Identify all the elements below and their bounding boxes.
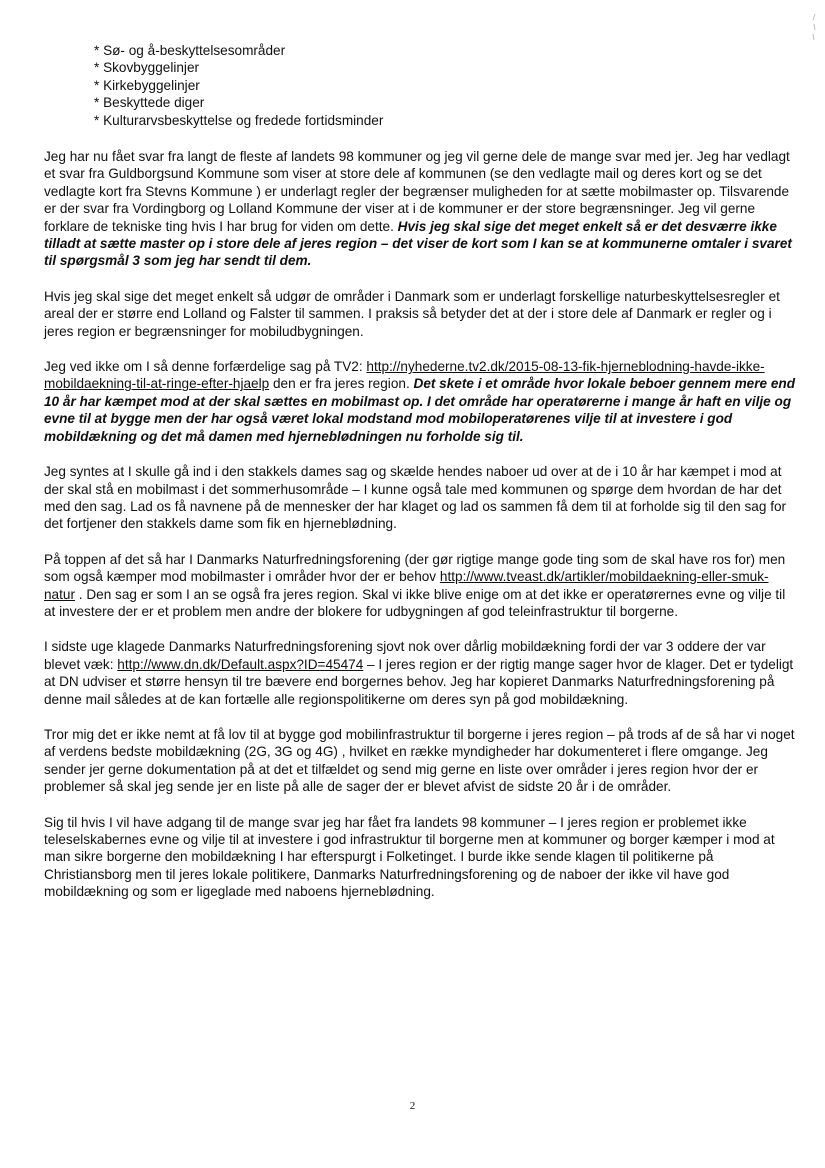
paragraph-text: Jeg har nu fået svar fra langt de fleste af landets 98 kommuner og jeg vil gerne dele de mange svar med jer. Jeg har vedlagt et svar fra Guldborgsund Kommune som viser at store dele af kommunen (se den vedlagte mail og deres kort og se det vedlagte kort fra Stevns Kommune ) er underlagt regler der begrænser muligheden for at sætte mobilmaster op. Tilsvarende er der svar fra Vordingborg og Lolland Kommune der viser at i de kommuner er der store begrænsninger. Jeg vil gerne forklare de tekniske ting hvis I har brug for viden om dette.: [44, 149, 790, 234]
paragraph-protected-area: Hvis jeg skal sige det meget enkelt så udgør de områder i Danmark som er underlagt forskellige naturbeskyttelsesregler et areal der er større end Lolland og Falster til sammen. I praksis så betyder det at der i store dele af Danmark er regler og i jeres region er begrænsninger for mobiludbygningen.: [44, 288, 780, 339]
paragraph-text: den er fra jeres region.: [269, 376, 414, 392]
paragraph-closing: Sig til hvis I vil have adgang til de mange svar jeg har fået fra landets 98 kommuner – I jeres region er problemet ikke teleselskabernes evne og vilje til at investere i god infrastruktur til borgerne men at kommuner og borger kæmper i mod at man sikre borgerne den mobildækning I har efterspurgt i Folketinget. I burde ikke sende klagen til politikerne på Christiansborg men til jeres lokale politikere, Danmarks Naturfredningsforening og de naboer der ikke vil have god mobildækning og som er ligeglade med naboens hjerneblødning.: [44, 814, 775, 900]
scan-edge-mark: [809, 12, 819, 42]
paragraph-neighbours: Jeg syntes at I skulle gå ind i den stakkels dames sag og skælde hendes naboer ud over at de i 10 år har kæmpet i mod at der skal stå en mobilmast i det sommerhusområde – I kunne også tale med kommunen og spørge dem hvordan de har det med den sag. Lad os få navnene på de mennesker der har klaget og lad os sammen få dem til at forholde sig til den sag for det fortjener den stakkels dame som fik en hjerneblødning.: [44, 464, 787, 532]
page-number: 2: [409, 1100, 416, 1112]
tv2-article-link[interactable]: http://nyhederne.tv2.dk/2015-08-13-fik-hjerneblodning-havde-ikke-mobildaekning-til-at-ringe-efter-hjaelp: [44, 359, 765, 392]
list-item: * Kirkebyggelinjer: [94, 77, 200, 93]
dn-article-link[interactable]: http://www.dn.dk/Default.aspx?ID=45474: [117, 656, 364, 672]
list-item: * Beskyttede diger: [94, 95, 205, 111]
paragraph-text: Jeg ved ikke om I så denne forfærdelige sag på TV2:: [44, 359, 367, 375]
paragraph-text: På toppen af det så har I Danmarks Naturfredningsforening (der gør rigtige mange gode ting som de skal have ros for) men som også kæmper mod mobilmaster i områder hvor der er behov: [44, 551, 786, 585]
letter-body: [44, 148, 796, 919]
emphasis-text: Det skete i et område hvor lokale beboer gennem mere end 10 år har kæmpet mod at der skal sættes en mobilmast op. I det område har operatørerne i mange år haft en vilje og evne til at bygge men der har også været lokal modstand mod mobiloperatørenes vilje til at investere i god mobildækning og det må damen med hjerneblødningen nu forholde sig til.: [44, 376, 796, 444]
tveast-article-link[interactable]: http://www.tveast.dk/artikler/mobildaekning-eller-smuk-natur: [44, 569, 769, 602]
paragraph-text: . Den sag er som I an se også fra jeres region. Skal vi ikke blive enige om at det ikke er operatørernes evne og vilje til at investere der er et problem men andre der blokere for udbygningen af god teleinfrastruktur til borgerne.: [44, 586, 786, 619]
paragraph-municipal-answers: [44, 148, 796, 270]
paragraph-text: – I jeres region er der rigtig mange sager hvor de klager. Det er tydeligt at DN udviser et større hensyn til tre bævere end borgernes behov. Jeg har kopieret Danmarks Naturfredningsforening på denne mail således at de kan fortælle alle regionspolitikerne om deres syn på god mobildækning.: [44, 656, 794, 707]
list-item: * Sø- og å-beskyttelsesområder: [94, 43, 286, 58]
list-item: * Skovbyggelinjer: [94, 60, 200, 76]
paragraph-naturfredning: [44, 551, 796, 621]
paragraph-tv2-case: [44, 358, 796, 445]
paragraph-text: I sidste uge klagede Danmarks Naturfredningsforening sjovt nok over dårlig mobildækning fordi der var 3 oddere der var blevet væk:: [44, 639, 766, 672]
emphasis-text: Hvis jeg skal sige det meget enkelt så er det desværre ikke tilladt at sætte master op i store dele af jeres region – det viser de kort som I kan se at kommunerne omtaler i svaret til spørgsmål 3 som jeg har sendt til dem.: [44, 218, 792, 269]
paragraph-otters: [44, 638, 796, 708]
paragraph-infrastructure: Tror mig det er ikke nemt at få lov til at bygge god mobilinfrastruktur til borgerne i jeres region – på trods af de så har vi noget af verdens bedste mobildækning (2G, 3G og 4G) , hvilket en række myndigheder har dokumenteret i flere omgange. Jeg sender jer gerne dokumentation på at det et tilfældet og send mig gerne en liste over områder i jeres region hvor der er problemer så skal jeg sende jer en liste på alle de sager der er blevet afvist de sidste 20 år i de områder.: [44, 726, 795, 795]
protection-area-list: [94, 42, 383, 129]
list-item: * Kulturarvsbeskyttelse og fredede fortidsminder: [94, 112, 384, 128]
